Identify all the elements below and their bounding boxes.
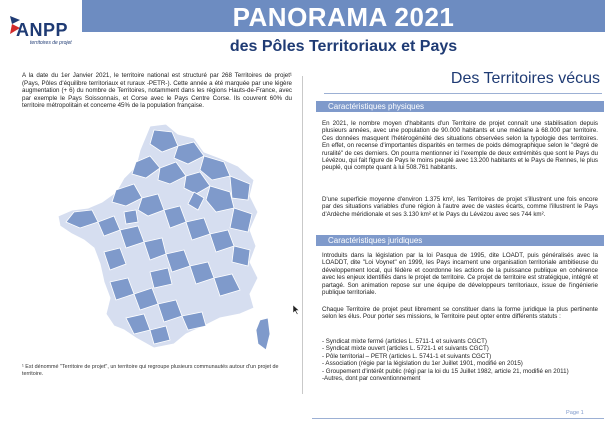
section-title: Des Territoires vécus: [450, 70, 600, 87]
section-header-legal: Caractéristiques juridiques: [316, 235, 604, 246]
status-list: [322, 338, 602, 382]
france-map: [54, 122, 276, 360]
list-item: - Groupement d'intérêt public (régi par la loi du 15 Juillet 1982, article 21, modifié en 2011): [322, 367, 569, 375]
map-corsica: [256, 318, 270, 350]
paragraph-legislation: Introduits dans la législation par la loi Pasqua de 1995, dite LOADT, puis généralisés avec la LOADDT, dite "Loi Voynet" en 1999, les Pays incarnent une organisation territoriale ambitieuse du développement local, qui fédère et coordonne les actions de la puissance publique en cohérence avec les enjeux identifiés dans le projet de territoire. Ce projet de territoire est stratégique, intégré et partagé. Son animation repose sur une équipe de développeurs territoriaux, issue de l'ingénierie publique territoriale.: [322, 252, 598, 297]
page-number: Page 1: [566, 410, 584, 416]
footer-line: [312, 418, 604, 419]
title-banner: [82, 0, 605, 32]
logo-subtext: territoires de projet: [30, 40, 72, 46]
mouse-cursor-icon: [292, 305, 300, 315]
column-divider: [302, 76, 303, 394]
paragraph-population: En 2021, le nombre moyen d'habitants d'un Territoire de projet connaît une stabilisation depuis plusieurs années, avec une population de 90.000 habitants et une médiane à 68.000 par territoire. Ces données masquent l'hétérogénéité des situations observées selon la typologie des territoires. En effet, on recense d'importantes disparités en termes de poids démographique selon le "degré de ruralité" de ces derniers. On pourra mentionner ici l'exemple de deux extrémités que sont le Pays du Lévézou, qui fait figure de Pays le moins peuplé avec 13.200 habitants et le Pays de Rennes, le plus peuplé, qui compte quant à lui 508.761 habitants.: [322, 120, 598, 172]
paragraph-statuses: Chaque Territoire de projet peut librement se constituer dans la forme juridique la plus pertinente selon les élus. Pour porter ses missions, le Territoire peut opter entre différents statuts :: [322, 306, 598, 321]
list-item: -Autres, dont par conventionnement: [322, 375, 421, 383]
section-header-physical: Caractéristiques physiques: [316, 101, 604, 112]
anpp-logo: [2, 6, 76, 46]
list-item: - Syndicat mixte fermé (articles L. 5711-1 et suivants CGCT): [322, 338, 487, 345]
logo-text: ANPP: [16, 20, 69, 40]
intro-paragraph: A la date du 1er Janvier 2021, le territoire national est structuré par 268 Territoires de projet¹ (Pays, Pôles d'équilibre territoriaux et ruraux -PETR-). Cette année a été marquée par une légère augmentation (+ 6) du nombre de Territoires, notamment dans les régions Hauts-de-France, avec par exemple le Pays Soissonnais, et Corse avec le Pays Centre Corse. Ils couvrent 60% du territoire métropolitain et concerne 45% de la population française.: [22, 72, 292, 110]
paragraph-area: D'une superficie moyenne d'environ 1.375 km², les Territoires de projet s'illustrent une fois encore par des situations variables d'une région à l'autre avec de vastes écarts, comme l'illustrent le Pays d'Ardèche méridionale et ses 3.130 km² et le Pays du Lévézou avec ses 744 km².: [322, 196, 598, 218]
title-underline: [324, 93, 602, 94]
list-item: - Association (régie par la législation du 1er Juillet 1901, modifié en 2015): [322, 360, 523, 368]
page-subtitle: des Pôles Territoriaux et Pays: [229, 38, 458, 55]
footnote: ¹ Est dénommé "Territoire de projet", un territoire qui regroupe plusieurs communautés autour d'un projet de territoire.: [22, 364, 279, 377]
page-title: PANORAMA 2021: [232, 2, 455, 32]
list-item: - Pôle territorial – PETR (articles L. 5741-1 et suivants CGCT): [322, 352, 492, 360]
list-item: - Syndicat mixte ouvert (articles L. 5721-1 et suivants CGCT): [322, 345, 489, 353]
